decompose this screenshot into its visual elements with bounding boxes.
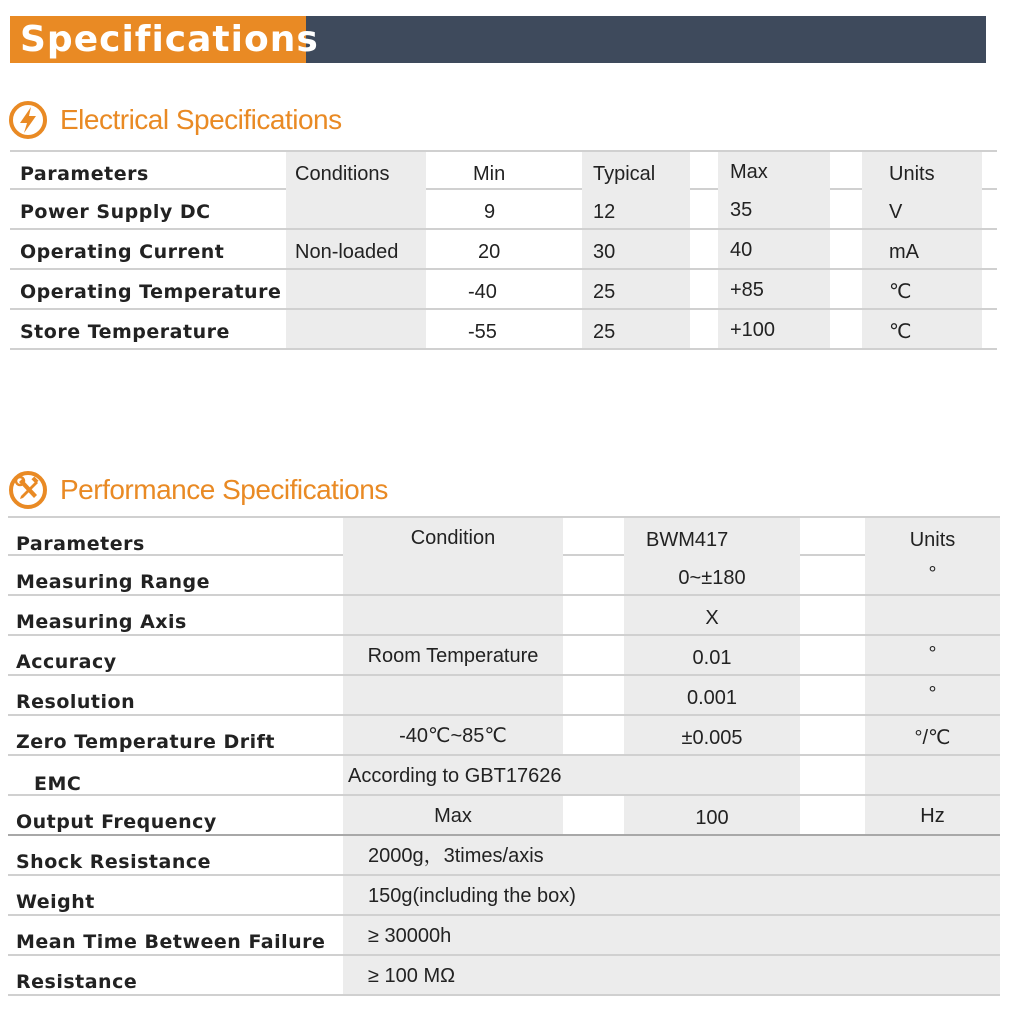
condition-cell	[286, 190, 426, 228]
typical-cell: 30	[582, 230, 690, 268]
units-cell: °	[865, 676, 1000, 714]
param-cell: Operating Current	[20, 241, 225, 263]
typical-cell: 25	[582, 310, 690, 348]
value-cell: 150g(including the box)	[343, 876, 1000, 914]
condition-cell	[343, 676, 563, 714]
condition-cell	[343, 556, 563, 594]
value-cell	[624, 756, 800, 794]
lightning-icon	[8, 100, 48, 140]
electrical-section-heading	[8, 100, 342, 140]
condition-cell	[343, 596, 563, 634]
table-row	[8, 836, 1000, 876]
value-cell: ±0.005	[624, 716, 800, 754]
table-row	[8, 956, 1000, 996]
table-row	[8, 676, 1000, 716]
units-cell	[865, 596, 1000, 634]
typical-cell: 12	[582, 190, 690, 228]
header-units: Units	[865, 518, 1000, 556]
table-row	[10, 230, 997, 270]
param-cell: Weight	[16, 891, 95, 913]
param-cell: Store Temperature	[20, 321, 230, 343]
condition-cell	[286, 310, 426, 348]
table-row	[8, 716, 1000, 756]
min-cell: 20	[478, 241, 501, 263]
header-conditions: Conditions	[286, 152, 426, 190]
condition-cell: -40℃~85℃	[343, 716, 563, 754]
table-row	[10, 270, 997, 310]
typical-cell: 25	[582, 270, 690, 308]
performance-section-heading	[8, 470, 388, 510]
units-cell: °/℃	[865, 716, 1000, 754]
units-cell: °	[865, 556, 1000, 594]
header-banner	[10, 16, 986, 63]
value-cell: ≥ 100 MΩ	[343, 956, 1000, 994]
value-cell: X	[624, 596, 800, 634]
electrical-section-title: Electrical Specifications	[60, 104, 342, 135]
performance-table	[8, 516, 1000, 996]
table-row	[8, 876, 1000, 916]
units-cell: V	[862, 190, 982, 228]
value-cell: 0.001	[624, 676, 800, 714]
max-cell: 40	[718, 230, 830, 268]
units-cell: °	[865, 636, 1000, 674]
value-cell: 0~±180	[624, 556, 800, 594]
table-header-row	[10, 150, 997, 190]
max-cell: 35	[718, 190, 830, 228]
param-cell: Shock Resistance	[16, 851, 212, 873]
condition-cell: Non-loaded	[286, 230, 426, 268]
tools-icon	[8, 470, 48, 510]
condition-cell: Room Temperature	[343, 636, 563, 674]
param-cell: Zero Temperature Drift	[16, 731, 275, 753]
param-cell: Resistance	[16, 971, 138, 993]
header-typical: Typical	[582, 152, 690, 190]
header-model: BWM417	[624, 518, 800, 556]
table-row	[8, 916, 1000, 956]
table-row	[10, 310, 997, 350]
table-row	[8, 556, 1000, 596]
table-header-row	[8, 516, 1000, 556]
param-cell: Power Supply DC	[20, 201, 211, 223]
param-cell: Output Frequency	[16, 811, 217, 833]
max-cell: +85	[718, 270, 830, 308]
value-cell: 0.01	[624, 636, 800, 674]
max-cell: +100	[718, 310, 830, 348]
header-parameters: Parameters	[16, 533, 145, 555]
header-min: Min	[473, 163, 506, 185]
param-cell: Measuring Range	[16, 571, 211, 593]
condition-cell	[286, 270, 426, 308]
table-row	[8, 596, 1000, 636]
page-title: Specifications	[10, 16, 306, 63]
param-cell: Measuring Axis	[16, 611, 187, 633]
performance-section-title: Performance Specifications	[60, 474, 388, 505]
table-row	[8, 756, 1000, 796]
condition-cell: According to GBT17626	[343, 756, 633, 794]
units-cell	[865, 756, 1000, 794]
value-cell: 2000g，3times/axis	[343, 836, 1000, 874]
header-max: Max	[718, 152, 830, 190]
header-parameters: Parameters	[20, 163, 149, 185]
min-cell: -40	[468, 281, 497, 303]
table-row	[8, 796, 1000, 836]
min-cell: 9	[484, 201, 496, 223]
table-row	[8, 636, 1000, 676]
units-cell: mA	[862, 230, 982, 268]
header-condition: Condition	[343, 518, 563, 556]
units-cell: ℃	[862, 270, 982, 308]
electrical-table	[10, 150, 997, 350]
param-cell: EMC	[34, 773, 82, 795]
min-cell: -55	[468, 321, 497, 343]
table-row	[10, 190, 997, 230]
param-cell: Accuracy	[16, 651, 117, 673]
value-cell: ≥ 30000h	[343, 916, 1000, 954]
param-cell: Mean Time Between Failure	[16, 931, 326, 953]
units-cell: ℃	[862, 310, 982, 348]
units-cell: Hz	[865, 796, 1000, 834]
param-cell: Resolution	[16, 691, 136, 713]
value-cell: 100	[624, 796, 800, 834]
header-units: Units	[862, 152, 982, 190]
param-cell: Operating Temperature	[20, 281, 282, 303]
condition-cell: Max	[343, 796, 563, 834]
